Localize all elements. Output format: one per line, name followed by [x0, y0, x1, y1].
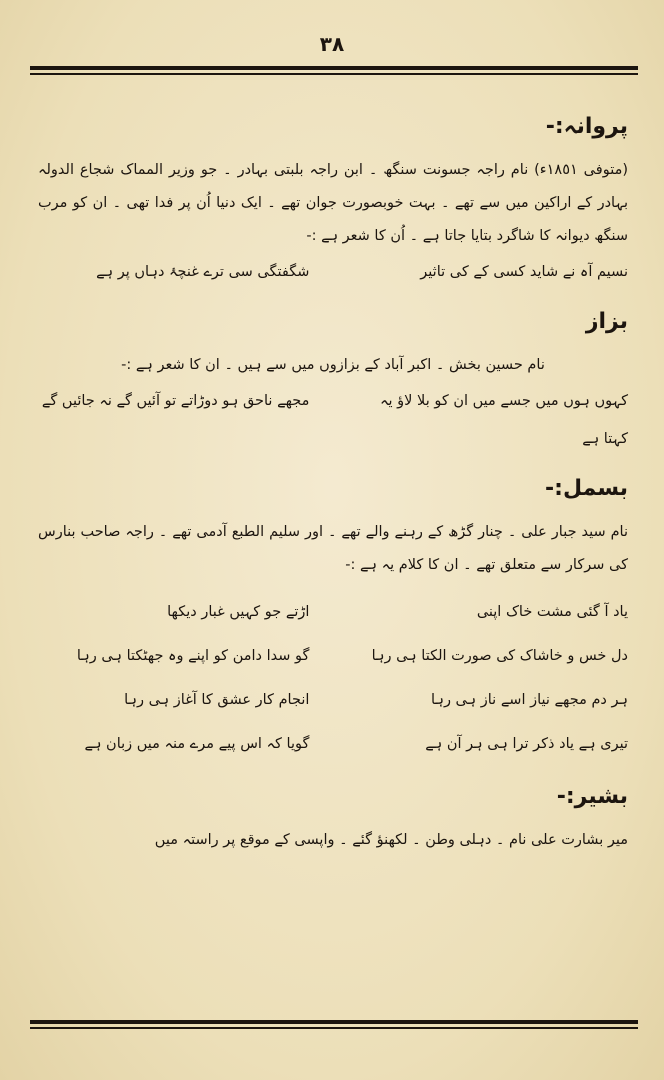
verse-line-right: ہر دم مجھے نیاز اسے ناز ہی رہا	[431, 692, 628, 708]
verse-line-right: یاد آ گئی مشت خاک اپنی	[476, 604, 628, 620]
verse-line-left: شگفتگی سی ترے غنچۂ دہاں پر ہے	[96, 264, 310, 280]
section-heading-parwana: پروانہ:-	[545, 114, 628, 139]
verse-line-right: نسیم آہ نے شاید کسی کے کی تاثیر	[420, 264, 628, 280]
verse-line-left: انجام کار عشق کا آغاز ہی رہا	[124, 692, 310, 708]
page-content	[38, 96, 628, 857]
couplet	[38, 382, 628, 458]
top-double-rule	[30, 66, 638, 75]
verse-line-right: تیری ہے یاد ذکر ترا ہی ہر آن ہے	[425, 736, 628, 752]
verse-block	[38, 590, 628, 766]
couplet	[38, 678, 628, 722]
page-number: ٣٨	[319, 32, 345, 56]
couplet	[38, 634, 628, 678]
section-paragraph: (متوفی ١٨٥١ء) نام راجہ جسونت سنگھ ۔ ابن راجہ بلبتی بہادر ۔ جو وزیر المماک شجاع الدولہ بہادر کے اراکین میں سے تھے ۔ بہت خوبصورت جوان تھے ۔ ایک دنیا اُن پر فدا تھی ۔ ان کو مرب سنگھ دیوانہ کا شاگرد بتایا جاتا ہے ۔ اُن کا شعر ہے :-	[38, 162, 628, 244]
couplet	[38, 722, 628, 766]
verse-line-right: کہوں ہوں میں جسے میں ان کو بلا لاؤ یہ کہتا ہے	[380, 393, 628, 447]
bottom-double-rule	[30, 1020, 638, 1029]
verse-line-left: مجھے ناحق ہو دوڑاتے تو آئیں گے نہ جائیں گے	[41, 393, 310, 409]
verse-line-left: گویا کہ اس پیے مرے منہ میں زبان ہے	[84, 736, 310, 752]
couplet	[38, 590, 628, 634]
verse-line-left: گو سدا دامن کو اپنے وہ جھٹکتا ہی رہا	[76, 648, 310, 664]
section-paragraph: نام حسین بخش ۔ اکبر آباد کے بزازوں میں سے ہیں ۔ ان کا شعر ہے :-	[121, 357, 545, 373]
couplet	[38, 253, 628, 291]
section-paragraph: میر بشارت علی نام ۔ دہلی وطن ۔ لکھنؤ گئے ۔ واپسی کے موقع پر راستہ میں	[154, 832, 628, 848]
section-paragraph: نام سید جبار علی ۔ چنار گڑھ کے رہنے والے تھے ۔ اور سلیم الطبع آدمی تھے ۔ راجہ صاحب بنارس کی سرکار سے متعلق تھے ۔ ان کا کلام یہ ہے :-	[38, 524, 628, 573]
section-heading-bashir: بشیر:-	[556, 784, 628, 809]
verse-line-right: دل خس و خاشاک کی صورت الکتا ہی رہا	[371, 648, 628, 664]
verse-line-left: اڑتے جو کہیں غبار دیکھا	[167, 604, 310, 620]
section-heading-bismil: بسمل:-	[545, 476, 628, 501]
section-heading-bazzaz: بزاز	[585, 309, 628, 334]
